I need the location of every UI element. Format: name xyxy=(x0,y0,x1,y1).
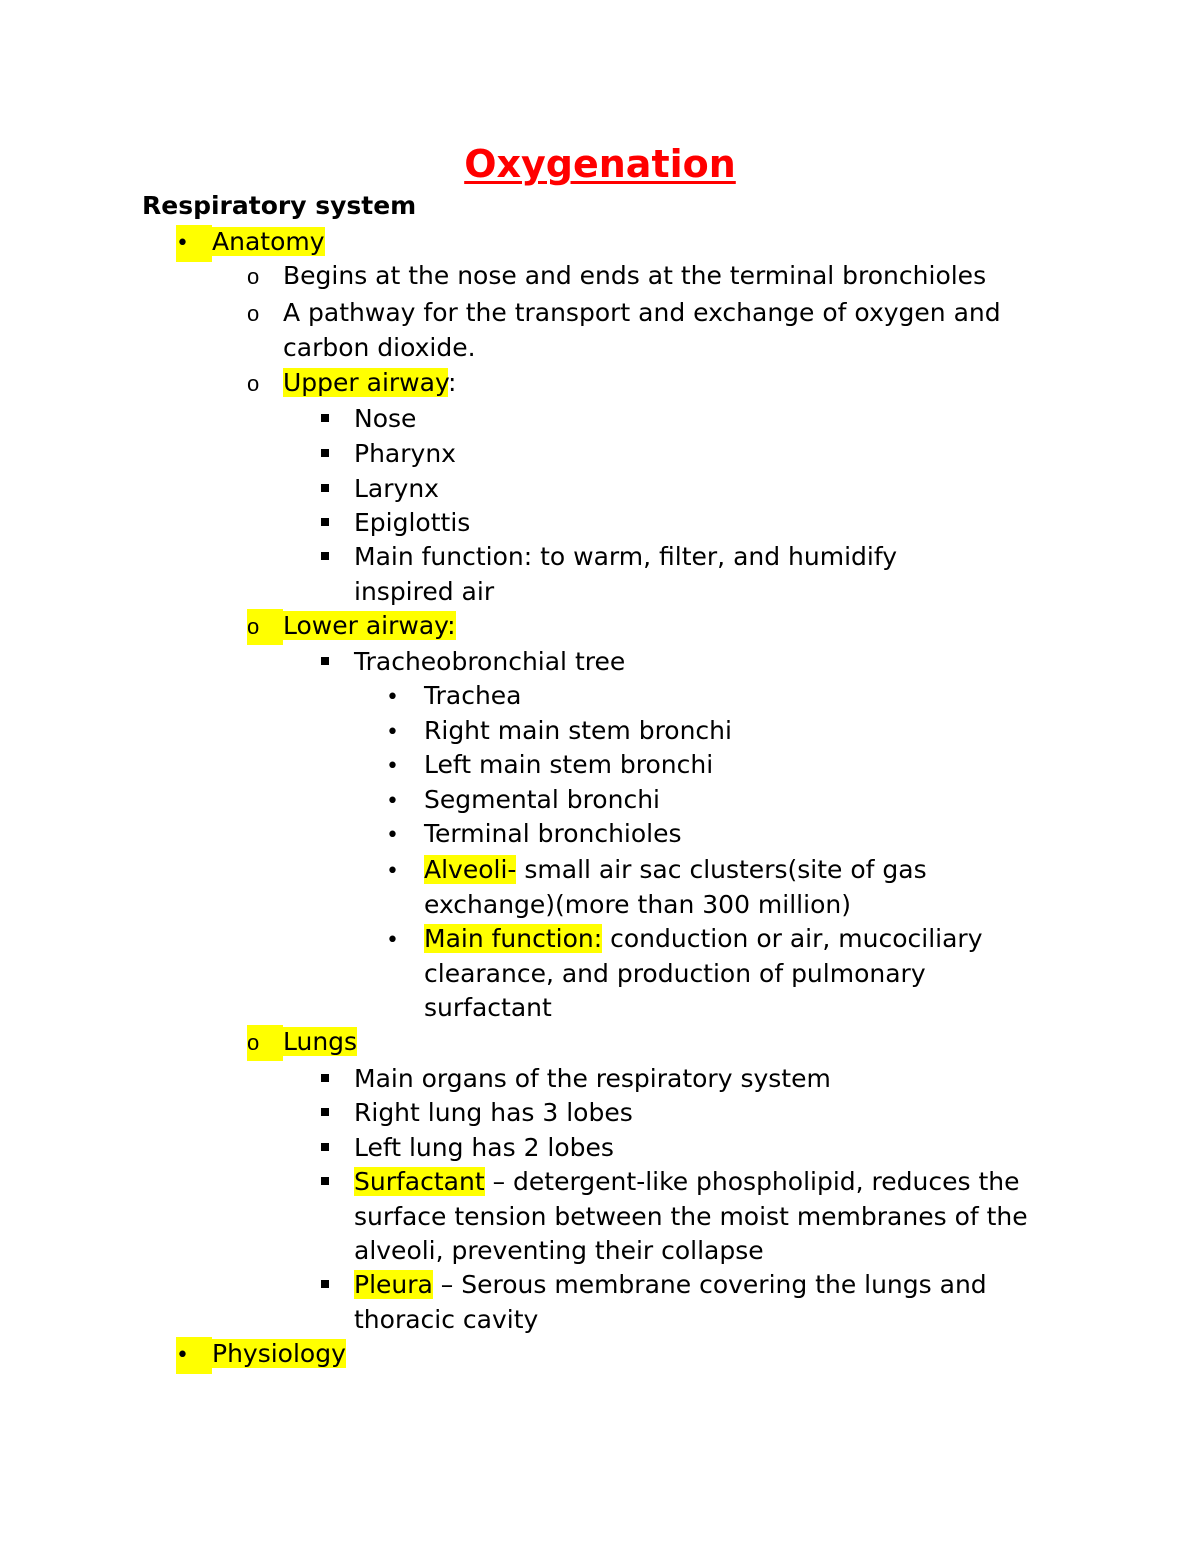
bullet-circle-icon xyxy=(247,1025,283,1061)
bullet-square-icon xyxy=(319,645,354,680)
bullet-square-icon xyxy=(319,1165,354,1200)
list-item-text: Trachea xyxy=(424,681,522,710)
bullet-disc-icon xyxy=(386,714,424,751)
list-item-terminal xyxy=(386,817,1076,854)
list-item-text: Begins at the nose and ends at the terminal bronchioles xyxy=(283,261,987,290)
list-item-text: Larynx xyxy=(354,474,439,503)
list-item-text: Right main stem bronchi xyxy=(424,716,732,745)
list-item-physiology xyxy=(176,1337,1076,1374)
anatomy-label: Anatomy xyxy=(212,227,325,256)
bullet-disc-icon xyxy=(386,679,424,716)
bullet-disc-icon xyxy=(386,748,424,785)
bullet-square-icon xyxy=(319,1131,354,1166)
list-item-epiglottis xyxy=(319,506,1079,541)
bullet-square-icon xyxy=(319,506,354,541)
list-item-upper-function xyxy=(319,540,969,609)
pleura-term: Pleura xyxy=(354,1270,433,1299)
list-item-text: Tracheobronchial tree xyxy=(354,647,626,676)
main-function-term: Main function: xyxy=(424,924,603,953)
pleura-text: – Serous membrane covering the lungs and thoracic cavity xyxy=(354,1270,987,1334)
alveoli-term: Alveoli- xyxy=(424,855,517,884)
bullet-disc-icon xyxy=(176,1337,212,1374)
list-item-right-bronchi xyxy=(386,714,1076,751)
list-item-text: Main organs of the respiratory system xyxy=(354,1064,831,1093)
surfactant-text: – detergent-like phospholipid, reduces the surface tension between the moist membranes of the alveoli, preventing their collapse xyxy=(354,1167,1028,1265)
main-function-text: conduction or air, mucociliary clearance, and production of pulmonary surfactant xyxy=(424,924,983,1022)
list-item-text: Left lung has 2 lobes xyxy=(354,1133,614,1162)
list-item-text: Epiglottis xyxy=(354,508,471,537)
list-item-left-lung xyxy=(319,1131,1079,1166)
label-colon: : xyxy=(447,368,457,397)
bullet-square-icon xyxy=(319,402,354,437)
list-item-pathway xyxy=(247,296,1017,365)
bullet-circle-icon xyxy=(247,296,283,332)
list-item-lower-function xyxy=(386,922,1056,1026)
list-item-pleura xyxy=(319,1268,1059,1337)
alveoli-text: small air sac clusters(site of gas exchange)(more than 300 million) xyxy=(424,855,927,919)
bullet-circle-icon xyxy=(247,366,283,402)
bullet-disc-icon xyxy=(386,922,424,959)
lower-airway-label: Lower airway: xyxy=(283,611,456,640)
list-item-pharynx xyxy=(319,437,1079,472)
list-item-nose xyxy=(319,402,1079,437)
bullet-disc-icon xyxy=(386,783,424,820)
list-item-upper-airway xyxy=(247,366,1077,402)
section-heading: Respiratory system xyxy=(142,191,417,220)
bullet-square-icon xyxy=(319,1096,354,1131)
upper-airway-label: Upper airway xyxy=(283,368,448,397)
list-item-main-organs xyxy=(319,1062,1079,1097)
bullet-disc-icon xyxy=(176,225,212,262)
list-item-anatomy xyxy=(176,225,1076,262)
list-item-surfactant xyxy=(319,1165,1064,1269)
bullet-circle-icon xyxy=(247,609,283,645)
bullet-disc-icon xyxy=(386,853,424,890)
lungs-label: Lungs xyxy=(283,1027,358,1056)
list-item-lungs xyxy=(247,1025,1077,1061)
list-item-begins xyxy=(247,259,1077,295)
surfactant-term: Surfactant xyxy=(354,1167,485,1196)
bullet-square-icon xyxy=(319,472,354,507)
list-item-left-bronchi xyxy=(386,748,1076,785)
list-item-larynx xyxy=(319,472,1079,507)
list-item-text: A pathway for the transport and exchange of oxygen and carbon dioxide. xyxy=(283,298,1001,362)
bullet-square-icon xyxy=(319,1268,354,1303)
list-item-trachea xyxy=(386,679,1076,716)
list-item-alveoli xyxy=(386,853,996,922)
list-item-segmental xyxy=(386,783,1076,820)
list-item-text: Pharynx xyxy=(354,439,456,468)
bullet-square-icon xyxy=(319,540,354,575)
bullet-square-icon xyxy=(319,437,354,472)
list-item-text: Nose xyxy=(354,404,417,433)
list-item-tracheobronchial xyxy=(319,645,1079,680)
document-title: Oxygenation xyxy=(464,142,736,186)
list-item-right-lung xyxy=(319,1096,1079,1131)
list-item-text: Main function: to warm, filter, and humidify inspired air xyxy=(354,542,898,606)
list-item-text: Left main stem bronchi xyxy=(424,750,714,779)
list-item-text: Right lung has 3 lobes xyxy=(354,1098,633,1127)
list-item-text: Terminal bronchioles xyxy=(424,819,682,848)
physiology-label: Physiology xyxy=(212,1339,346,1368)
list-item-lower-airway xyxy=(247,609,1077,645)
bullet-disc-icon xyxy=(386,817,424,854)
bullet-circle-icon xyxy=(247,259,283,295)
list-item-text: Segmental bronchi xyxy=(424,785,660,814)
bullet-square-icon xyxy=(319,1062,354,1097)
